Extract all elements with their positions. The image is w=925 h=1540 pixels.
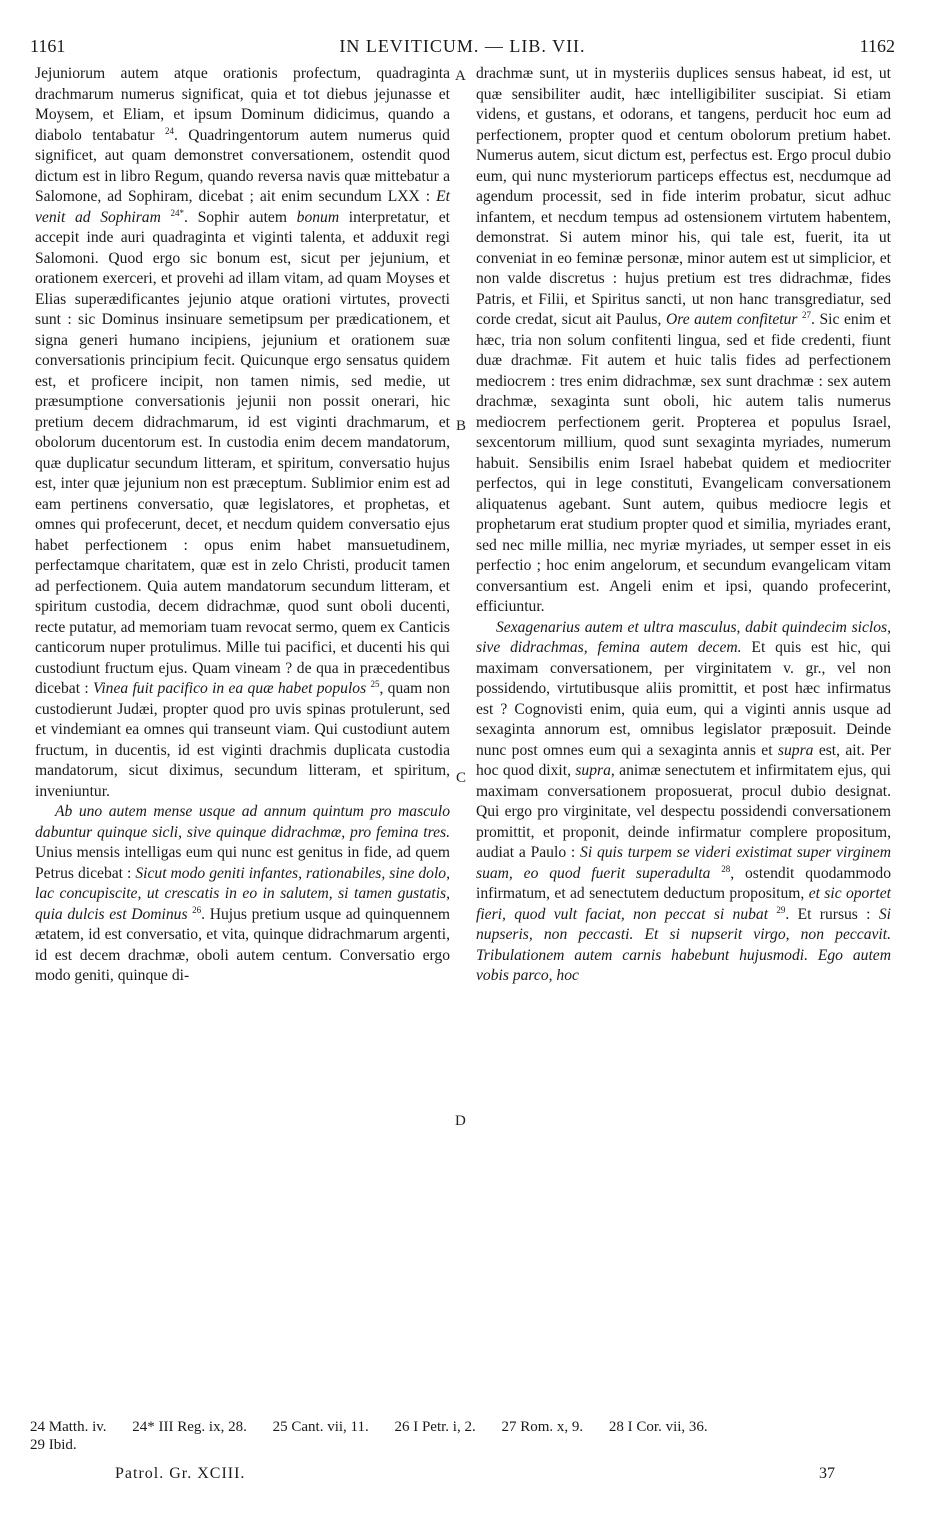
scripture-quote: Et venit ad Sophiram (35, 188, 450, 226)
footnote: 28 I Cor. vii, 36. (608, 1419, 708, 1435)
footnote-ref: 29 (776, 904, 786, 915)
scripture-quote: Ab uno autem mense usque ad annum quintum pro masculo dabuntur quinque sicli, sive quinque didrachmæ, pro femina tres. (35, 803, 450, 841)
scripture-quote: Vinea fuit pacifico in ea quæ habet populos (92, 680, 367, 697)
italic-word: supra (777, 741, 814, 759)
right-paragraph-2: Sexagenarius autem et ultra masculus, dabit quindecim siclos, sive didrachmas, femina autem decem. Et quis est hic, qui maximam conversationem, per virginitatem v. gr., vel non possidendo, virtutibusque aliis promittit, et post hæc infirmatus est ? Cognovisti enim, quia eum, qui a viginti annis usque ad sexaginta annorum est, omnibus legislator præposuit. Deinde nunc post omnes eum qui a sexaginta annis et supra est, ait. Per hoc quod dixit, supra, animæ senectutem et infirmitatem ejus, qui maximam conversationem proposuerat, procul dubio designat. Qui ergo pro virginitate, vel despectu possidendi conversationem promittit, et proponit, deinde infirmatur complere propositum, audiat a Paulo : Si quis turpem se videri existimat super virginem suam, eo quod fuerit superadulta $^{28}$, ostendit quodammodo infirmatum, et ad senectutem deductum propositum, et sic oportet fieri, quod vult faciat, non peccat si nubat $^{29}$. Et rursus : Si nupseris, non peccasti. Et si nupserit virgo, non peccavit. Tribulationem autem carnis habebunt hujusmodi. Ego autem vobis parco, hoc (476, 618, 891, 984)
margin-marker-b: B (456, 418, 467, 434)
scripture-quote: Sicut modo geniti infantes, rationabiles, sine dolo, lac concupiscite, ut crescatis in eo in salutem, si tamen gustatis, quia dulcis est Dominus (35, 864, 450, 923)
footnote-ref: 28 (721, 863, 731, 874)
footnote-ref: 24* (170, 207, 185, 218)
footnote-ref: 24 (164, 125, 174, 136)
italic-word: bonum (296, 208, 340, 226)
page-header (30, 36, 895, 62)
scripture-quote: Si nupseris, non peccasti. Et si nupserit virgo, non peccavit. Tribulationem autem carnis habebunt hujusmodi. Ego autem vobis parco, hoc (476, 905, 891, 984)
footnote: 26 I Petr. i, 2. (394, 1419, 476, 1435)
scripture-quote: Si quis turpem se videri existimat super virginem suam, eo quod fuerit superadulta (476, 844, 891, 882)
series-title: Patrol. Gr. XCIII. (115, 1465, 246, 1482)
footnote: 25 Cant. vii, 11. (272, 1419, 369, 1435)
scripture-quote: Ore autem confitetur (665, 311, 798, 328)
scripture-quote: Sexagenarius autem et ultra masculus, dabit quindecim siclos, sive didrachmas, femina autem decem. (476, 618, 891, 656)
footnote-ref: 27 (802, 309, 812, 320)
signature-number: 37 (819, 1465, 835, 1482)
footnote: 27 Rom. x, 9. (501, 1419, 584, 1435)
margin-marker-d: D (455, 1113, 466, 1129)
footnote: 29 Ibid. (30, 1437, 77, 1453)
margin-marker-c: C (456, 770, 467, 786)
left-paragraph-1: Jejuniorum autem atque orationis profectum, quadraginta drachmarum numerus significat, quia et tot diebus jejunasse et Moysem, et Eliam, et ipsum Dominum didicimus, quando a diabolo tentabatur $^{24}$. Quadringentorum autem numerus quid significet, aut quam demonstret conversationem, ostendit quod dictum est in libro Regum, quando reversa navis quæ mittebatur a Salomone, ad Sophiram, dicebat ; ait enim secundum LXX : Et venit ad Sophiram $^{24*}$. Sophir autem bonum interpretatur, et accepit inde auri quadraginta et viginti talenta, et adduxit regi Salomoni. Quod ergo sic bonum est, sicut per jejunium, et orationem exerceri, et provehi ad illam vitam, ad quam Moyses et Elias superædificantes jejunio atque orationi virtutes, provecti sunt : sic Dominus insinuare semetipsum per prædicationem, et signa generi humano incipiens, jejunium et orationem suæ conversationis principium fecit. Quicunque ergo sensatus quidem est, et proficere incipit, non tamen nimis, sed medie, ut præsumptione conversationis jejunii non possit onerari, hic pretium decem didrachmarum, id est viginti drachmarum, et obolorum ducentorum est. In custodia enim decem mandatorum, quæ duplicatur secundum litteram, et spiritum, conversatio hujus est, inter quæ jejunium non est præceptum. Sublimior enim est ad eam pertinens conversatio, quæ legislatores, et prophetas, et omnes qui profecerunt, decet, et necdum quidem conversatio ejus habet perfectionem : opus enim habet mansuetudinem, perfectamque charitatem, quæ est in zelo Christi, producit tamen ad perfectionem. Quia autem mandatorum secundum litteram, et spiritum custodia, decem didrachmæ, quod sunt oboli ducenti, recte putatur, ad memoriam tuam revocat sermo, quem ex Canticis canticorum nuper protulimus. Mille tui pacifici, et ducenti his qui custodiunt fructum ejus. Quam vineam ? de qua in præcedentibus dicebat : Vinea fuit pacifico in ea quæ habet populos $^{25}$, quam non custodierunt Judæi, propter quod pro uvis spinas protulerunt, sed et vindemiant ea omnes qui transeunt viam. Qui custodiunt autem fructum, in ducentis, id est viginti drachmis duplicata custodia mandatorum, sicut diximus, secundum litteram, et spiritum, inveniuntur. (35, 65, 451, 800)
left-paragraph-2: Ab uno autem mense usque ad annum quintum pro masculo dabuntur quinque sicli, sive quinque didrachmæ, pro femina tres. Unius mensis intelligas eum qui nunc est genitus in fide, ad quem Petrus dicebat : Sicut modo geniti infantes, rationabiles, sine dolo, lac concupiscite, ut crescatis in eo in salutem, si tamen gustatis, quia dulcis est Dominus $^{26}$. Hujus pretium usque ad quinquennem ætatem, id est conversatio, et vita, quinque didrachmarum argenti, id est decem drachmæ, oboli autem centum. Conversatio ergo modo geniti, quinque di- (35, 803, 450, 984)
footnote: 24 Matth. iv. (30, 1419, 107, 1435)
right-column-number: 1162 (859, 36, 895, 56)
running-title: IN LEVITICUM. — LIB. VII. (339, 36, 586, 56)
left-text-column (35, 64, 450, 987)
left-column-number: 1161 (30, 36, 66, 56)
footnote-ref: 25 (370, 678, 380, 689)
italic-word: supra (575, 762, 611, 779)
right-paragraph-1: drachmæ sunt, ut in mysteriis duplices sensus habeat, id est, ut quæ sensibiliter audit, hæc intelligibiliter suscipiat. Si etiam videns, et gustans, et odorans, et tangens, perducit hoc eum ad perfectionem, propter quod et centum obolorum pretium habet. Numerus autem, sicut dictum est, perfectus est. Ergo procul dubio eum, qui nunc mysteriorum particeps effectus est, necdumque ad agendum processit, sed in fide interim probatur, sicut adhuc infantem, et necdum tempus ad ostensionem virtutem habentem, demonstrat. Si autem minor his, qui tale est, fuerit, ita ut conveniat in eo feminæ personæ, minor autem est ut simplicior, et non valde discretus : hujus pretium est tres didrachmæ, fides Patris, et Filii, et Spiritus sancti, ut non hanc transgrediatur, sed corde credat, sicut ait Paulus, Ore autem confitetur $^{27}$. Sic enim et hæc, tria non solum confitenti lingua, sed et fide credenti, fiunt duæ drachmæ. Fit autem et huic talis fides ad perfectionem mediocrem : tres enim didrachmæ, sex sunt drachmæ : sex autem drachmæ, sexaginta sunt oboli, hic autem talis numerus mediocrem perfectionem gerit. Propterea et populus Israel, sexcentorum millium, quod sunt sexaginta myriades, numerum habuit. Sensibilis enim Israel habebat quidem et mediocriter perfectos, qui in lege constituti, Evangelicam conversationem aliquatenus agebant. Sunt autem, quibus mediocre legis et prophetarum erat studium propter quod et similia, myriades erant, sed nec mille millia, nec myriæ myriades, ut semper esset in eis perfectio ; hoc enim angelorum, et secundum evangelicam vitam conversantium est. Angeli enim et ipsi, quando profecerint, efficiuntur. (476, 65, 891, 615)
footnote: 24* III Reg. ix, 28. (132, 1419, 247, 1435)
footnotes (30, 1418, 900, 1454)
scripture-quote: et sic oportet fieri, quod vult faciat, non peccat si nubat (476, 885, 891, 923)
footnote-ref: 26 (192, 904, 202, 915)
right-text-column (476, 64, 891, 987)
margin-marker-a: A (455, 68, 466, 84)
